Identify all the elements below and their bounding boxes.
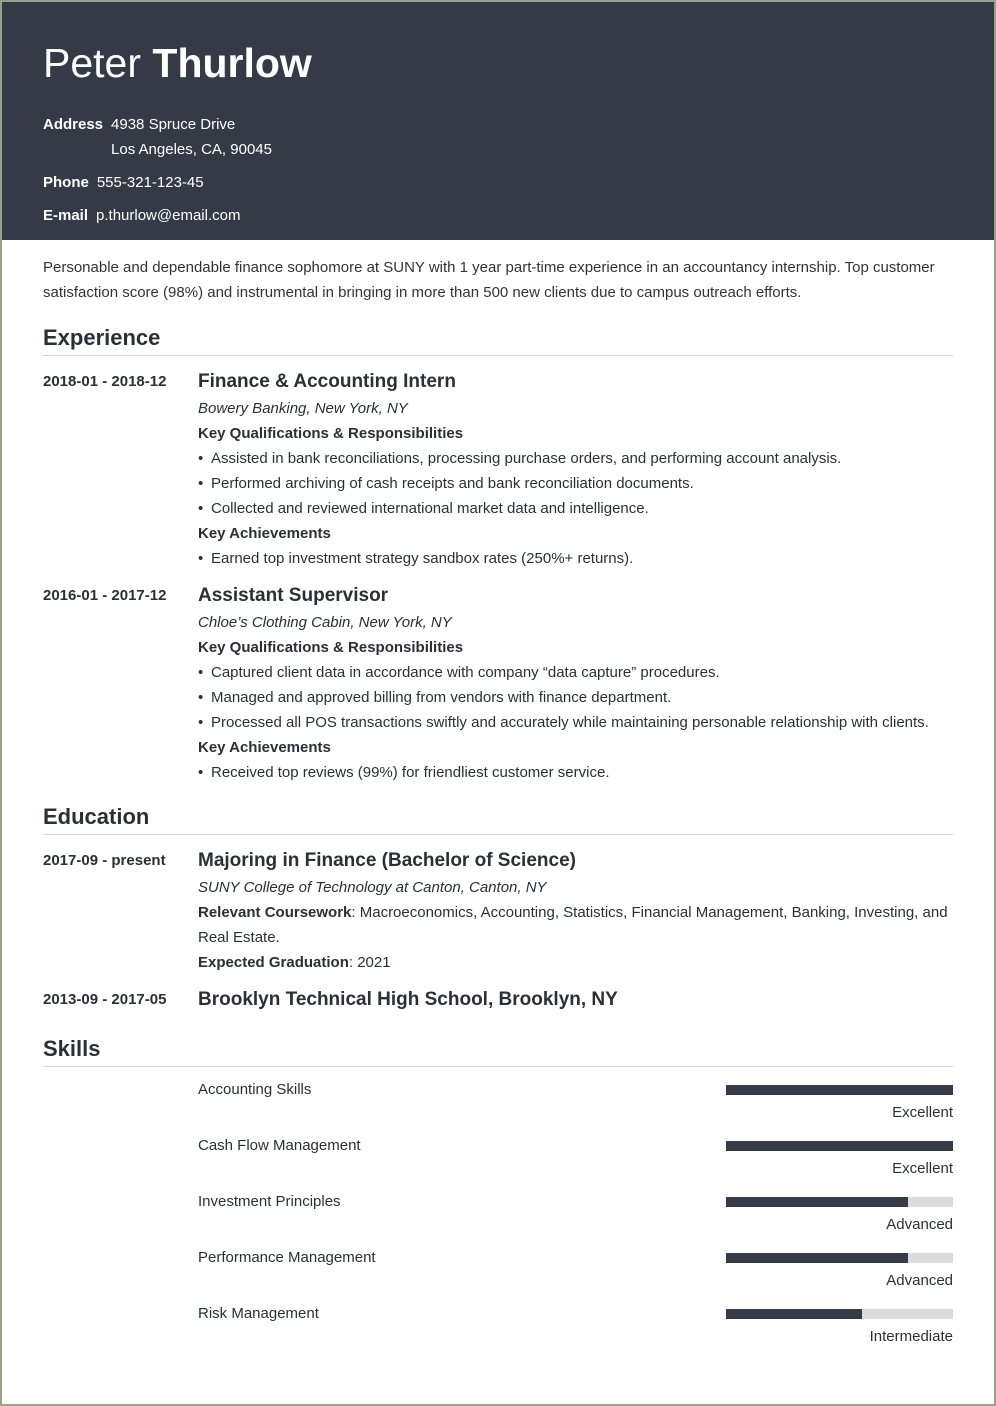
last-name: Thurlow bbox=[152, 40, 312, 86]
entry-date: 2013-09 - 2017-05 bbox=[43, 991, 167, 1008]
skill-name: Cash Flow Management bbox=[198, 1137, 361, 1154]
address-label: Address bbox=[43, 116, 104, 133]
experience-entry bbox=[43, 582, 953, 785]
skill-name: Performance Management bbox=[198, 1249, 376, 1266]
skill-level-label: Excellent bbox=[892, 1160, 953, 1177]
achievements-heading: Key Achievements bbox=[198, 525, 331, 542]
graduation-label: Expected Graduation bbox=[198, 954, 349, 971]
first-name: Peter bbox=[43, 40, 141, 86]
resume-body bbox=[2, 240, 994, 1357]
skill-name: Risk Management bbox=[198, 1305, 319, 1322]
graduation-text bbox=[198, 950, 953, 975]
skill-level-bar bbox=[726, 1253, 953, 1263]
skill-level-fill bbox=[726, 1085, 953, 1095]
qualifications-heading: Key Qualifications & Responsibilities bbox=[198, 639, 464, 656]
school-name: SUNY College of Technology at Canton, Canton, NY bbox=[198, 879, 547, 896]
skill-level-label: Advanced bbox=[886, 1216, 953, 1233]
coursework-label: Relevant Coursework bbox=[198, 904, 352, 921]
contact-address bbox=[43, 112, 953, 162]
list-item: • Performed archiving of cash receipts and bank reconciliation documents. bbox=[198, 471, 953, 496]
summary-text: Personable and dependable finance sophomore at SUNY with 1 year part-time experience in an accountancy internship. Top customer satisfaction score (98%) and instrumental in bringing in more than 500 new clients due to campus outreach efforts. bbox=[43, 259, 935, 301]
achievements-list bbox=[198, 546, 953, 571]
email-label: E-mail bbox=[43, 207, 89, 224]
skill-name: Investment Principles bbox=[198, 1193, 341, 1210]
skill-level-label: Advanced bbox=[886, 1272, 953, 1289]
skill-level-bar bbox=[726, 1309, 953, 1319]
skill-level-fill bbox=[726, 1253, 908, 1263]
education-section-title: Education bbox=[43, 804, 953, 835]
address-line-1: 4938 Spruce Drive bbox=[111, 116, 236, 133]
skill-row bbox=[198, 1133, 953, 1189]
experience-entry bbox=[43, 368, 953, 571]
qualifications-list bbox=[198, 660, 953, 735]
achievements-list bbox=[198, 760, 953, 785]
skill-level-fill bbox=[726, 1197, 908, 1207]
skill-level-label: Intermediate bbox=[869, 1328, 953, 1345]
qualifications-list bbox=[198, 446, 953, 521]
coursework-value: : Macroeconomics, Accounting, Statistics, Financial Management, Banking, Investing, and Real Estate. bbox=[198, 904, 948, 946]
company-name: Chloe’s Clothing Cabin, New York, NY bbox=[198, 614, 452, 631]
list-item: • Earned top investment strategy sandbox rates (250%+ returns). bbox=[198, 546, 953, 571]
company-name: Bowery Banking, New York, NY bbox=[198, 400, 408, 417]
school-title: Brooklyn Technical High School, Brooklyn, NY bbox=[198, 989, 618, 1010]
entry-date: 2016-01 - 2017-12 bbox=[43, 587, 167, 604]
education-entry bbox=[43, 986, 953, 1014]
list-item: • Received top reviews (99%) for friendliest customer service. bbox=[198, 760, 953, 785]
skills-section-title: Skills bbox=[43, 1036, 953, 1067]
phone-value: 555-321-123-45 bbox=[96, 174, 204, 191]
job-title: Assistant Supervisor bbox=[198, 585, 389, 606]
list-item: • Processed all POS transactions swiftly and accurately while maintaining personable relationship with clients. bbox=[198, 710, 953, 735]
skill-level-label: Excellent bbox=[892, 1104, 953, 1121]
phone-label: Phone bbox=[43, 174, 89, 191]
email-value: p.thurlow@email.com bbox=[96, 207, 241, 224]
list-item: • Managed and approved billing from vendors with finance department. bbox=[198, 685, 953, 710]
entry-date: 2018-01 - 2018-12 bbox=[43, 373, 167, 390]
address-line-2: Los Angeles, CA, 90045 bbox=[111, 141, 272, 158]
skill-level-fill bbox=[726, 1141, 953, 1151]
contact-email bbox=[43, 203, 953, 228]
job-title: Finance & Accounting Intern bbox=[198, 371, 456, 392]
skill-level-bar bbox=[726, 1141, 953, 1151]
qualifications-heading: Key Qualifications & Responsibilities bbox=[198, 425, 464, 442]
skill-row bbox=[198, 1301, 953, 1357]
experience-section-title: Experience bbox=[43, 325, 953, 356]
education-entry bbox=[43, 847, 953, 975]
coursework-text bbox=[198, 900, 953, 950]
skill-row bbox=[198, 1077, 953, 1133]
skill-level-fill bbox=[726, 1309, 862, 1319]
achievements-heading: Key Achievements bbox=[198, 739, 331, 756]
skill-level-bar bbox=[726, 1197, 953, 1207]
skills-list bbox=[43, 1067, 953, 1357]
skill-level-bar bbox=[726, 1085, 953, 1095]
list-item: • Collected and reviewed international market data and intelligence. bbox=[198, 496, 953, 521]
candidate-name bbox=[43, 40, 953, 86]
skill-row bbox=[198, 1189, 953, 1245]
skill-name: Accounting Skills bbox=[198, 1081, 312, 1098]
list-item: • Assisted in bank reconciliations, processing purchase orders, and performing account analysis. bbox=[198, 446, 953, 471]
list-item: • Captured client data in accordance with company “data capture” procedures. bbox=[198, 660, 953, 685]
graduation-value: : 2021 bbox=[348, 954, 391, 971]
entry-date: 2017-09 - present bbox=[43, 852, 166, 869]
resume-header bbox=[2, 2, 994, 240]
degree-title: Majoring in Finance (Bachelor of Science) bbox=[198, 850, 576, 871]
contact-phone bbox=[43, 170, 953, 195]
skill-row bbox=[198, 1245, 953, 1301]
